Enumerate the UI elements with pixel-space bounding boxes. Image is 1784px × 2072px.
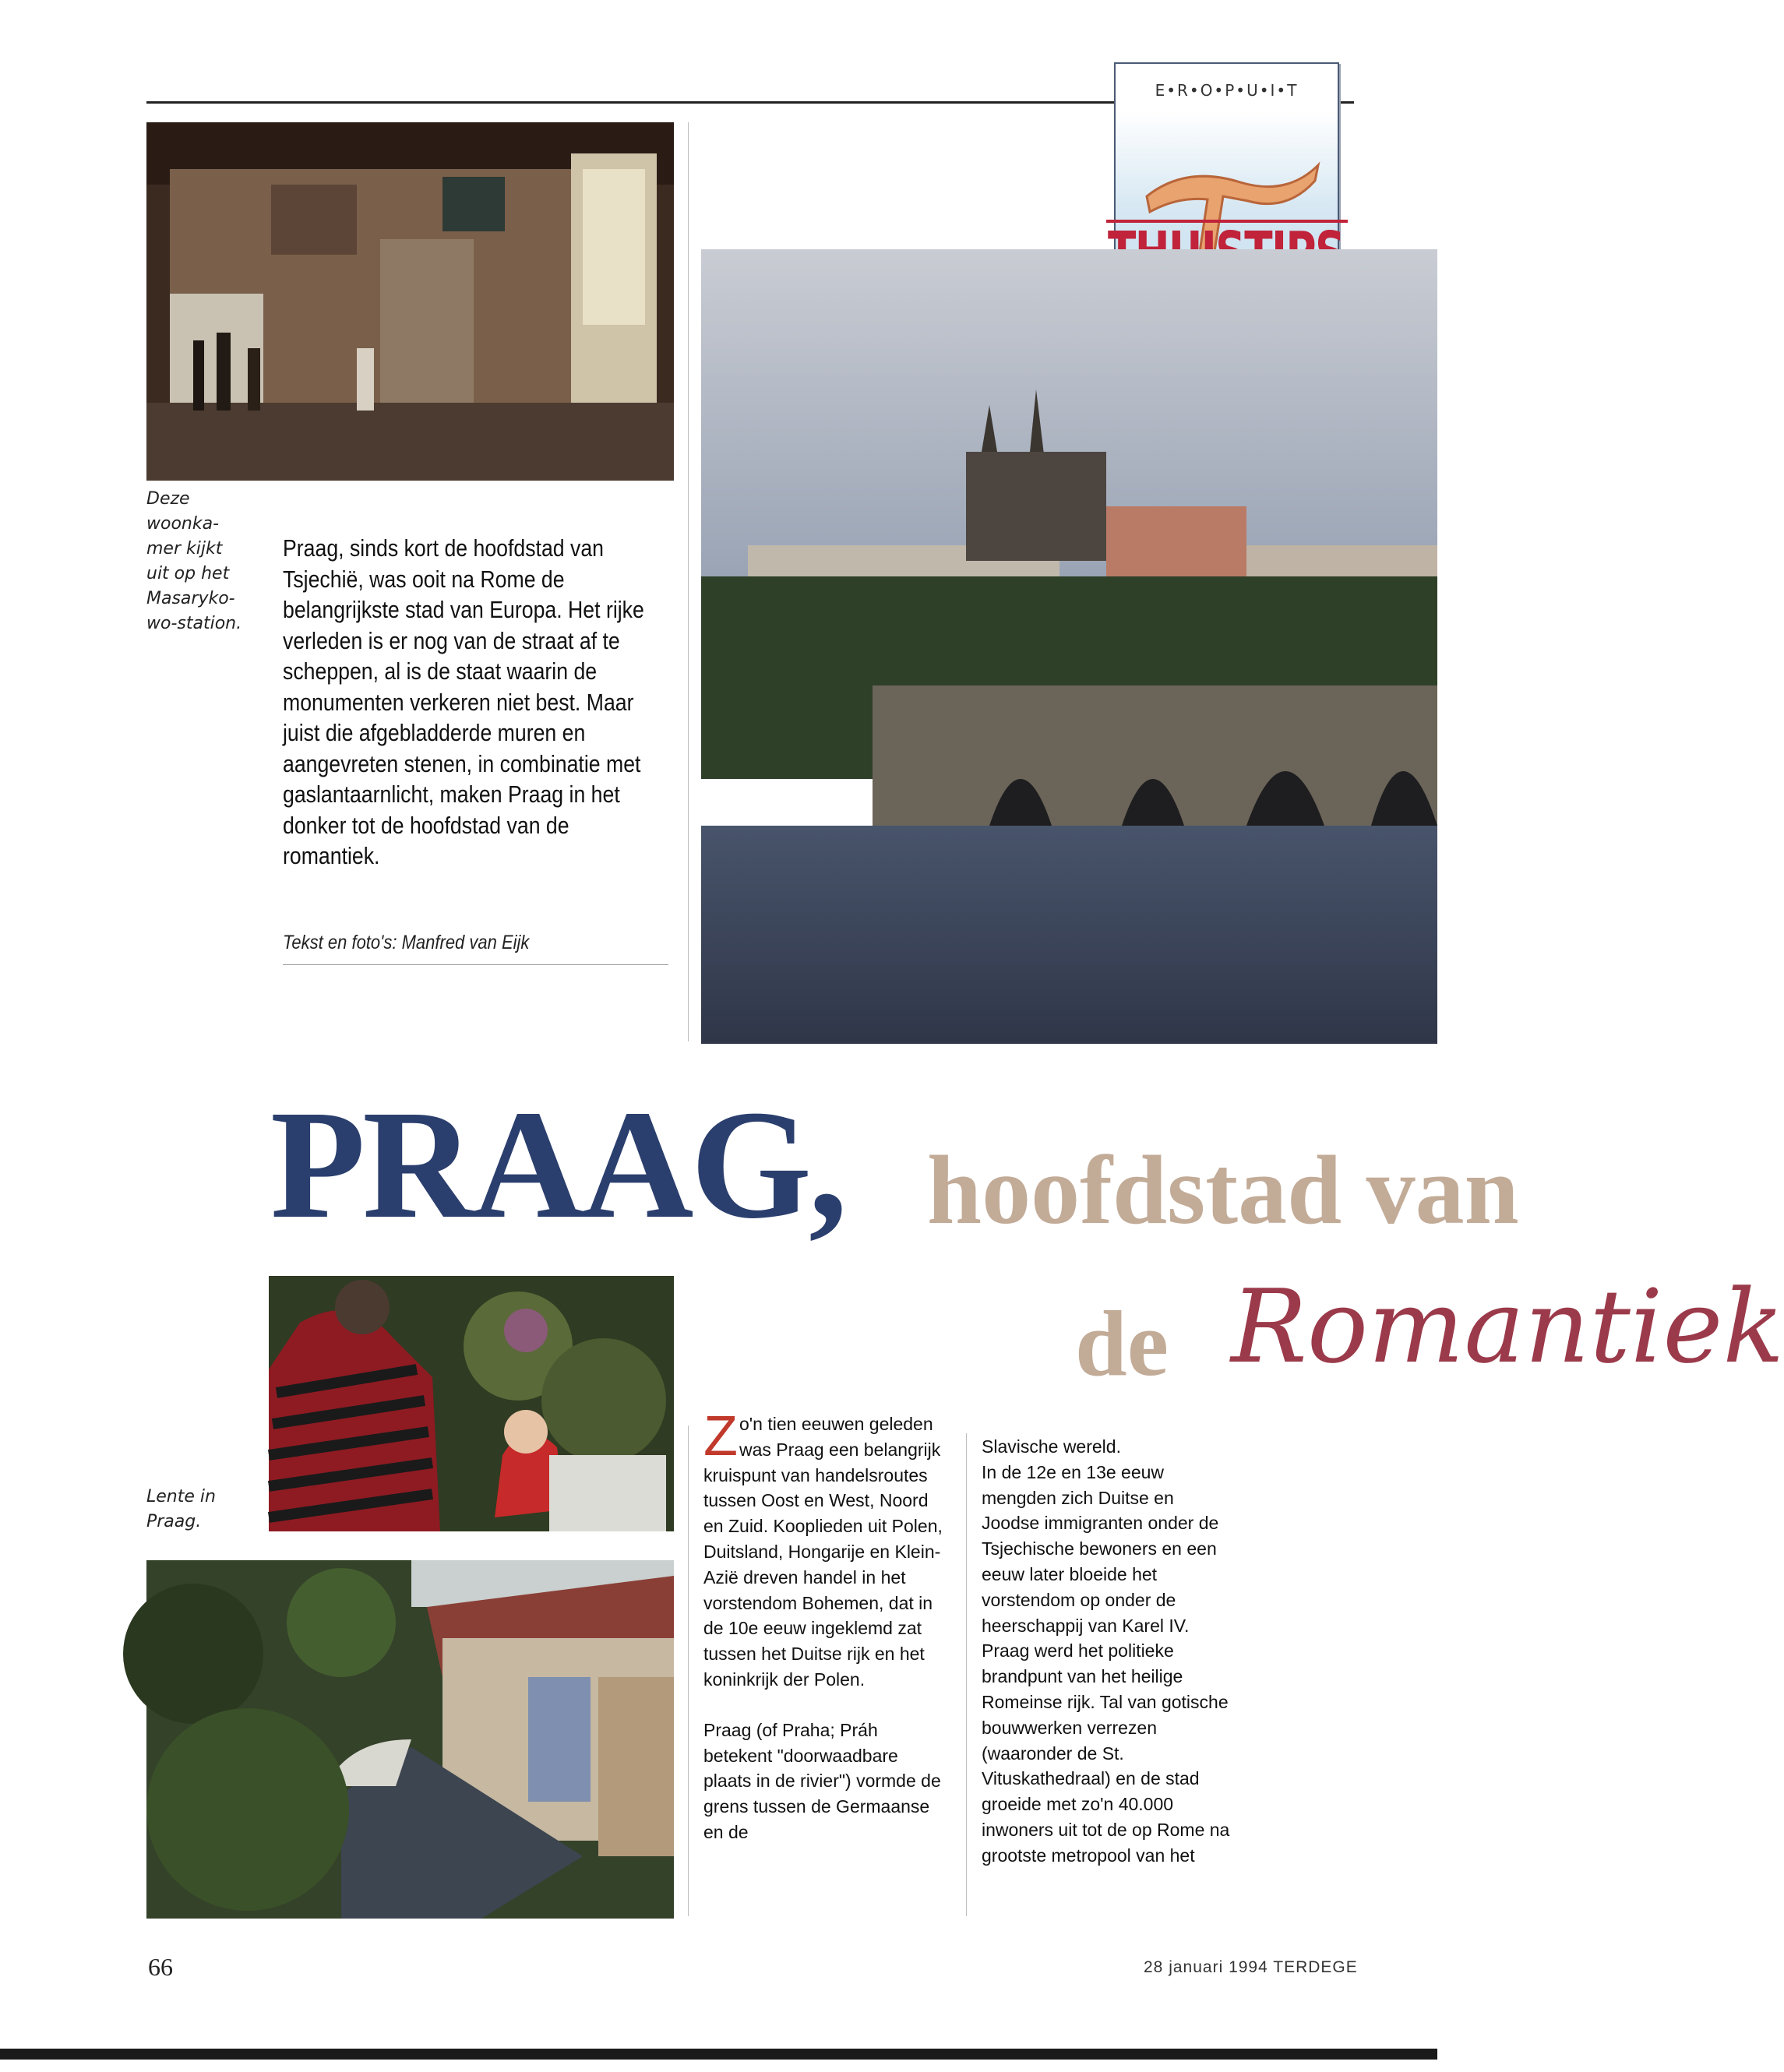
title-main: PRAAG, xyxy=(270,1079,845,1251)
logo-series-label: E•R•O•P•U•I•T xyxy=(1155,81,1299,100)
article-paragraph: In de 12e en 13e eeuw mengden zich Duitse en Joodse immigranten onder de Tsjechische bewoners en een eeuw later bloeide het vorstendom op onder de heerschappij van Karel IV. Praag werd het politieke brandpunt van het heilige Romeinse rijk. Tal van gotische bouwwerken verrezen (waaronder de St. Vituskathedraal) en de stad groeide met zo'n 40.000 inwoners uit tot de op Rome na grootste metropool van het xyxy=(982,1461,1230,1866)
photo-canal xyxy=(146,1560,674,1919)
column-divider-article-2 xyxy=(966,1433,967,1916)
photo-credit: Tekst en foto's: Manfred van Eijk xyxy=(283,932,530,953)
column-divider-top xyxy=(688,122,689,1041)
caption-spring xyxy=(146,1485,256,1535)
article-paragraph: Praag (of Praha; Práh betekent "doorwaadbare plaats in de rivier") vormde de grens tussen de Germaanse en de xyxy=(703,1719,941,1842)
title-de: de xyxy=(1075,1291,1169,1395)
article-column-1 xyxy=(703,1405,947,1870)
caption-station xyxy=(146,487,256,636)
column-divider-article xyxy=(688,1425,689,1916)
dropcap: Z xyxy=(703,1405,738,1468)
photo-station-interior xyxy=(146,122,674,481)
caption-line: Deze xyxy=(146,489,190,509)
article-paragraph-text: o'n tien eeuwen geleden was Praag een belangrijk kruispunt van handelsroutes tussen Oost en West, Noord en Zuid. Kooplieden uit Polen, Duitsland, Hongarije en Klein-Azië dreven handel in het vorstendom Bohemen, dat in de 10e eeuw ingeklemd zat tussen het Duitse rijk en het koninkrijk der Polen. xyxy=(703,1414,943,1690)
caption-line: Masaryko- xyxy=(146,589,235,608)
caption-line: Lente in xyxy=(146,1487,216,1506)
caption-line: Praag. xyxy=(146,1512,202,1531)
caption-line: mer kijkt xyxy=(146,539,223,559)
bottom-rule xyxy=(0,2049,1437,2060)
photo-spring xyxy=(269,1276,674,1531)
article-paragraph xyxy=(703,1405,947,1693)
issue-date: 28 januari 1994 TERDEGE xyxy=(1144,1958,1358,1976)
article-column-2 xyxy=(982,1434,1231,1894)
caption-line: wo-station. xyxy=(146,614,242,633)
photo-prague-castle xyxy=(701,249,1437,1044)
credit-rule xyxy=(283,964,668,965)
title-script: Romantiek xyxy=(1231,1267,1784,1386)
title-sub: hoofdstad van xyxy=(927,1136,1519,1245)
intro-text: Praag, sinds kort de hoofdstad van Tsjechië, was ooit na Rome de belangrijkste stad van Europa. Het rijke verleden is er nog van de straat af te scheppen, al is de staat waarin de monumenten verkeren niet best. Maar juist die afgebladderde muren en aangevreten stenen, in combinatie met gaslantaarnlicht, maken Praag in het donker tot de hoofdstad van de romantiek. xyxy=(283,534,644,869)
caption-line: uit op het xyxy=(146,564,230,583)
page-number: 66 xyxy=(148,1953,173,1981)
article-paragraph: Slavische wereld. xyxy=(982,1436,1121,1457)
caption-line: woonka- xyxy=(146,514,220,534)
